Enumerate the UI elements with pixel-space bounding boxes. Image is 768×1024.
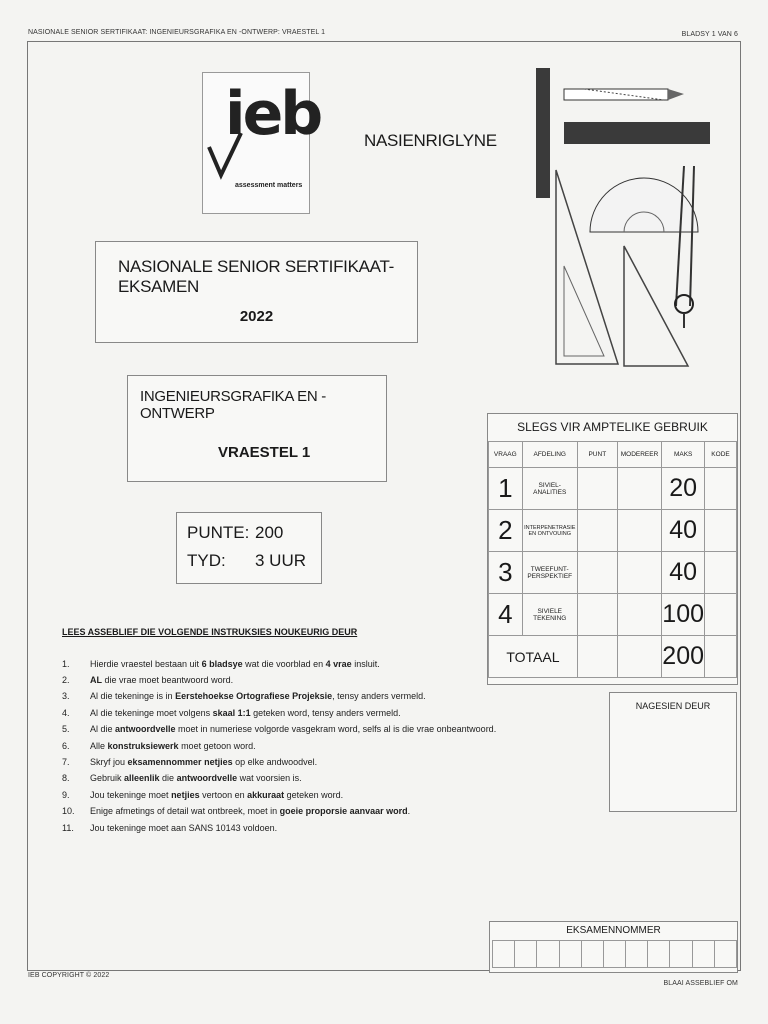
instructions-heading: LEES ASSEBLIEF DIE VOLGENDE INSTRUKSIES NOUKEURIG DEUR	[62, 627, 358, 637]
section-name: INTERPENETRASIE EN ONTVOUING	[522, 510, 577, 552]
total-moderate-cell[interactable]	[617, 636, 662, 678]
logo-tagline: assessment matters	[235, 182, 303, 189]
marks-label: PUNTE:	[187, 523, 250, 542]
exam-number-label: EKSAMENNOMMER	[566, 925, 661, 936]
moderate-cell[interactable]	[617, 552, 662, 594]
max-marks: 40	[662, 552, 705, 594]
compass-icon	[676, 166, 684, 306]
total-label: TOTAAL	[489, 636, 578, 678]
official-use-table	[487, 413, 738, 685]
logo-text: ieb	[225, 79, 321, 149]
checkmark-icon	[205, 131, 245, 181]
code-cell[interactable]	[705, 510, 737, 552]
section-name: TWEEFUNT- PERSPEKTIEF	[522, 552, 577, 594]
marks-value: 200	[255, 523, 284, 542]
moderate-cell[interactable]	[617, 468, 662, 510]
table-row	[489, 594, 737, 636]
mark-cell[interactable]	[577, 594, 617, 636]
total-row	[489, 636, 737, 678]
question-number: 2	[489, 510, 523, 552]
exam-year: 2022	[239, 308, 274, 325]
checked-by-label: NAGESIEN DEUR	[635, 701, 711, 711]
code-cell[interactable]	[705, 594, 737, 636]
ieb-logo	[202, 72, 321, 214]
exam-number-box	[489, 921, 738, 973]
footer-copyright: IEB COPYRIGHT © 2022	[28, 972, 110, 979]
exam-title: NASIONALE SENIOR SERTIFIKAAT-EKSAMEN	[118, 257, 394, 296]
col-header-section: AFDELING	[522, 442, 577, 468]
mark-cell[interactable]	[577, 552, 617, 594]
total-mark-cell[interactable]	[577, 636, 617, 678]
table-row	[489, 510, 737, 552]
exam-number-cells[interactable]	[492, 940, 737, 968]
page-header-right: BLADSY 1 VAN 6	[681, 31, 738, 38]
col-header-max: MAKS	[662, 442, 705, 468]
marks-time-box	[176, 512, 322, 584]
max-marks: 40	[662, 510, 705, 552]
footer-turn-over: BLAAI ASSEBLIEF OM	[663, 980, 738, 987]
page-header-left: NASIONALE SENIOR SERTIFIKAAT: INGENIEURSGRAFIKA EN -ONTWERP: VRAESTEL 1	[28, 29, 326, 36]
mark-cell[interactable]	[577, 510, 617, 552]
t-square-blade-icon	[564, 122, 710, 144]
question-number: 3	[489, 552, 523, 594]
table-row	[489, 468, 737, 510]
question-number: 1	[489, 468, 523, 510]
total-max: 200	[662, 636, 705, 678]
table-row	[489, 552, 737, 594]
moderate-cell[interactable]	[617, 594, 662, 636]
exam-title-box	[95, 241, 418, 343]
checked-by-box[interactable]	[609, 692, 737, 812]
code-cell[interactable]	[705, 468, 737, 510]
total-code-cell[interactable]	[705, 636, 737, 678]
max-marks: 20	[662, 468, 705, 510]
time-label: TYD:	[187, 551, 226, 570]
max-marks: 100	[662, 594, 705, 636]
paper-number: VRAESTEL 1	[218, 444, 311, 461]
subject-name: INGENIEURSGRAFIKA EN -ONTWERP	[140, 388, 326, 422]
col-header-moderate: MODEREER	[617, 442, 662, 468]
col-header-mark: PUNT	[577, 442, 617, 468]
instructions-list: 1. Hierdie vraestel bestaan uit 6 bladsye wat die voorblad en 4 vrae insluit. 2. AL die vrae moet beantwoord word. 3. Al die tekeninge is in Eerstehoekse Ortografiese Projeksie, tensy anders vermeld. 4. Al die tekeninge moet volgens skaal 1:1 geteken word, tensy anders vermeld. 5. Al die antwoordvelle moet in numeriese volgorde vasgekram word, selfs al is die vrae onbeantwoord. 6. Alle konstruksiewerk moet getoon word. 7. Skryf jou eksamennommer netjies op elke andwoodvel. 8. Gebruik alleenlik die antwoordvelle wat voorsien is. 9. Jou tekeninge moet netjies vertoon en akkuraat geteken word. 10. Enige afmetings of detail wat ontbreek, moet in goeie proporsie aanvaar word. 11. Jou tekeninge moet aan SANS 10143 voldoen.	[62, 659, 497, 833]
mark-cell[interactable]	[577, 468, 617, 510]
time-value: 3 UUR	[255, 551, 307, 570]
section-name: SIVIEL- ANALITIES	[522, 468, 577, 510]
t-square-head-icon	[536, 68, 550, 198]
question-number: 4	[489, 594, 523, 636]
subject-box	[127, 375, 387, 482]
col-header-code: KODE	[705, 442, 737, 468]
code-cell[interactable]	[705, 552, 737, 594]
col-header-question: VRAAG	[489, 442, 523, 468]
official-use-title: SLEGS VIR AMPTELIKE GEBRUIK	[517, 420, 708, 434]
section-name: SIVIELE TEKENING	[522, 594, 577, 636]
doc-type-label: NASIENRIGLYNE	[364, 131, 497, 150]
drawing-instruments-illustration	[534, 66, 710, 368]
moderate-cell[interactable]	[617, 510, 662, 552]
